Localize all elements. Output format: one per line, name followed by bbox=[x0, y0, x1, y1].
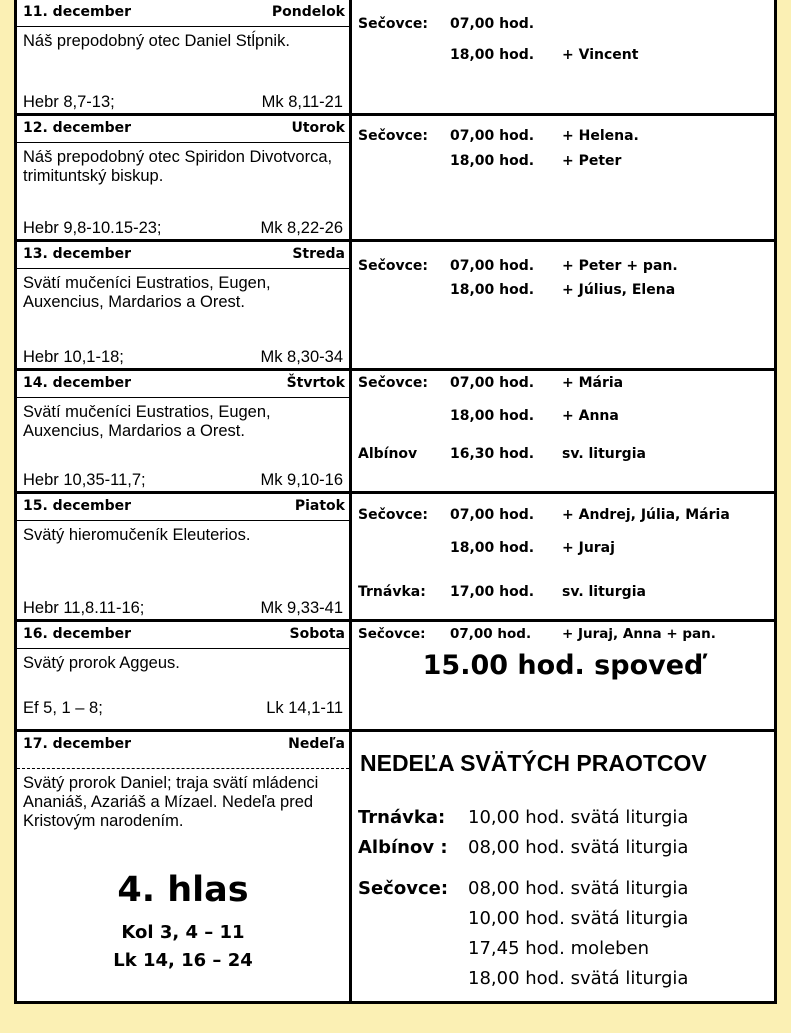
day-services bbox=[352, 242, 774, 369]
day-services bbox=[352, 622, 774, 730]
day-info bbox=[17, 732, 352, 1001]
service-location: Sečovce: bbox=[358, 128, 429, 144]
reading-epistle: Kol 3, 4 – 11 bbox=[121, 922, 245, 943]
service-time: 07,00 hod. bbox=[450, 507, 535, 523]
service-location: Sečovce: bbox=[358, 258, 429, 274]
service-line bbox=[358, 908, 688, 929]
day-saint: Svätý prorok Daniel; traja svätí mládenci Ananiáš, Azariáš a Mízael. Nedeľa pred Kristovým narodením. bbox=[23, 774, 319, 830]
service-line bbox=[358, 968, 688, 989]
day-saint: Náš prepodobný otec Spiridon Divotvorca, trimituntský biskup. bbox=[23, 148, 333, 185]
service-time: 18,00 hod. bbox=[468, 968, 565, 989]
day-info bbox=[17, 0, 352, 114]
day-weekday: Piatok bbox=[294, 498, 345, 514]
service-location: Trnávka: bbox=[358, 807, 446, 828]
day-date: 13. december bbox=[23, 246, 131, 262]
day-saint: Svätý hieromučeník Eleuterios. bbox=[23, 526, 251, 544]
day-row bbox=[17, 729, 774, 1001]
service-intention: sv. liturgia bbox=[562, 584, 646, 600]
day-header bbox=[17, 116, 349, 143]
day-header bbox=[17, 732, 349, 769]
service-intention: svätá liturgia bbox=[570, 807, 689, 828]
service-line bbox=[358, 258, 678, 274]
service-intention: + Július, Elena bbox=[562, 282, 676, 298]
sunday-title: NEDEĽA SVÄTÝCH PRAOTCOV bbox=[360, 750, 707, 776]
confession-time: 15.00 hod. spoveď bbox=[422, 650, 704, 681]
day-date: 12. december bbox=[23, 120, 131, 136]
day-readings bbox=[23, 699, 343, 718]
service-line bbox=[358, 128, 639, 144]
service-line bbox=[358, 626, 716, 642]
day-weekday: Sobota bbox=[289, 626, 345, 642]
service-time: 18,00 hod. bbox=[450, 408, 535, 424]
service-intention: + Anna bbox=[562, 408, 619, 424]
reading-epistle: Hebr 11,8.11-16; bbox=[23, 599, 145, 617]
service-intention: + Peter bbox=[562, 153, 622, 169]
service-line bbox=[358, 837, 688, 858]
day-date: 17. december bbox=[23, 736, 131, 752]
service-time: 07,00 hod. bbox=[450, 626, 532, 642]
day-info bbox=[17, 371, 352, 492]
day-services bbox=[352, 371, 774, 492]
service-time: 18,00 hod. bbox=[450, 282, 535, 298]
service-time: 07,00 hod. bbox=[450, 258, 535, 274]
day-row bbox=[17, 368, 774, 492]
reading-gospel: Mk 9,33-41 bbox=[260, 599, 343, 617]
reading-epistle: Hebr 9,8-10.15-23; bbox=[23, 219, 162, 237]
service-line bbox=[358, 584, 646, 600]
day-info bbox=[17, 116, 352, 240]
service-intention: + Vincent bbox=[562, 47, 639, 63]
service-location: Sečovce: bbox=[358, 375, 429, 391]
service-location: Albínov : bbox=[358, 837, 448, 858]
service-intention: moleben bbox=[570, 938, 650, 959]
service-line bbox=[358, 938, 649, 959]
reading-gospel: Mk 8,30-34 bbox=[260, 348, 343, 366]
day-header bbox=[17, 371, 349, 398]
day-date: 11. december bbox=[23, 4, 131, 20]
service-line bbox=[358, 507, 730, 523]
service-time: 17,45 hod. bbox=[468, 938, 565, 959]
service-time: 08,00 hod. bbox=[468, 878, 565, 899]
day-header bbox=[17, 0, 349, 27]
service-time: 10,00 hod. bbox=[468, 807, 565, 828]
service-time: 17,00 hod. bbox=[450, 584, 535, 600]
day-readings bbox=[23, 219, 343, 238]
day-services bbox=[352, 732, 774, 1001]
tone-label: 4. hlas bbox=[117, 870, 249, 910]
day-weekday: Pondelok bbox=[271, 4, 345, 20]
service-intention: + Juraj, Anna + pan. bbox=[562, 626, 716, 642]
day-row bbox=[17, 239, 774, 369]
day-weekday: Streda bbox=[292, 246, 345, 262]
service-intention: + Peter + pan. bbox=[562, 258, 678, 274]
reading-epistle: Hebr 8,7-13; bbox=[23, 93, 115, 111]
service-time: 07,00 hod. bbox=[450, 16, 535, 32]
service-intention: + Juraj bbox=[562, 540, 615, 556]
day-row bbox=[17, 0, 774, 114]
service-location: Albínov bbox=[358, 446, 418, 462]
service-line bbox=[358, 282, 675, 298]
service-line bbox=[358, 807, 688, 828]
service-line bbox=[358, 16, 562, 32]
service-time: 18,00 hod. bbox=[450, 540, 535, 556]
day-info bbox=[17, 242, 352, 369]
service-intention: svätá liturgia bbox=[570, 837, 689, 858]
reading-gospel: Mk 9,10-16 bbox=[260, 471, 343, 489]
service-intention: sv. liturgia bbox=[562, 446, 646, 462]
day-saint: Svätý prorok Aggeus. bbox=[23, 654, 180, 672]
service-line bbox=[358, 878, 688, 899]
reading-gospel: Mk 8,22-26 bbox=[260, 219, 343, 237]
service-location: Sečovce: bbox=[358, 507, 429, 523]
service-time: 16,30 hod. bbox=[450, 446, 535, 462]
day-readings bbox=[23, 599, 343, 618]
service-time: 10,00 hod. bbox=[468, 908, 565, 929]
service-line bbox=[358, 446, 646, 462]
service-line bbox=[358, 47, 638, 63]
day-services bbox=[352, 0, 774, 114]
service-location: Trnávka: bbox=[358, 584, 426, 600]
service-intention: + Helena. bbox=[562, 128, 639, 144]
day-date: 16. december bbox=[23, 626, 131, 642]
reading-epistle: Ef 5, 1 – 8; bbox=[23, 699, 103, 717]
schedule-table bbox=[14, 0, 777, 1004]
day-header bbox=[17, 622, 349, 649]
service-time: 07,00 hod. bbox=[450, 375, 535, 391]
service-intention: svätá liturgia bbox=[570, 908, 689, 929]
service-intention: + Andrej, Júlia, Mária bbox=[562, 507, 730, 523]
service-time: 08,00 hod. bbox=[468, 837, 565, 858]
service-location: Sečovce: bbox=[358, 626, 426, 642]
day-row bbox=[17, 113, 774, 240]
day-info bbox=[17, 622, 352, 730]
service-time: 07,00 hod. bbox=[450, 128, 535, 144]
service-line bbox=[358, 408, 619, 424]
day-info bbox=[17, 494, 352, 620]
reading-gospel: Lk 14,1-11 bbox=[266, 699, 343, 717]
service-line bbox=[358, 375, 623, 391]
service-intention: svätá liturgia bbox=[570, 878, 689, 899]
day-row bbox=[17, 619, 774, 730]
service-intention: svätá liturgia bbox=[570, 968, 689, 989]
day-date: 15. december bbox=[23, 498, 131, 514]
day-header bbox=[17, 494, 349, 521]
day-header bbox=[17, 242, 349, 269]
reading-gospel: Mk 8,11-21 bbox=[261, 93, 343, 111]
day-saint: Náš prepodobný otec Daniel Stĺpnik. bbox=[23, 32, 290, 50]
service-line bbox=[358, 153, 621, 169]
reading-gospel: Lk 14, 16 – 24 bbox=[113, 950, 253, 971]
day-readings bbox=[23, 348, 343, 367]
day-saint: Svätí mučeníci Eustratios, Eugen, Auxencius, Mardarios a Orest. bbox=[23, 403, 271, 440]
day-weekday: Nedeľa bbox=[288, 736, 345, 752]
service-time: 18,00 hod. bbox=[450, 153, 535, 169]
service-line bbox=[358, 540, 615, 556]
service-location: Sečovce: bbox=[358, 878, 449, 899]
day-readings bbox=[23, 93, 343, 112]
day-saint: Svätí mučeníci Eustratios, Eugen, Auxencius, Mardarios a Orest. bbox=[23, 274, 271, 311]
reading-epistle: Hebr 10,1-18; bbox=[23, 348, 124, 366]
day-row bbox=[17, 491, 774, 620]
day-services bbox=[352, 116, 774, 240]
day-weekday: Štvrtok bbox=[286, 375, 345, 391]
day-date: 14. december bbox=[23, 375, 131, 391]
day-readings bbox=[23, 471, 343, 490]
day-weekday: Utorok bbox=[291, 120, 345, 136]
day-services bbox=[352, 494, 774, 620]
reading-epistle: Hebr 10,35-11,7; bbox=[23, 471, 146, 489]
service-location: Sečovce: bbox=[358, 16, 429, 32]
service-time: 18,00 hod. bbox=[450, 47, 535, 63]
service-intention: + Mária bbox=[562, 375, 624, 391]
